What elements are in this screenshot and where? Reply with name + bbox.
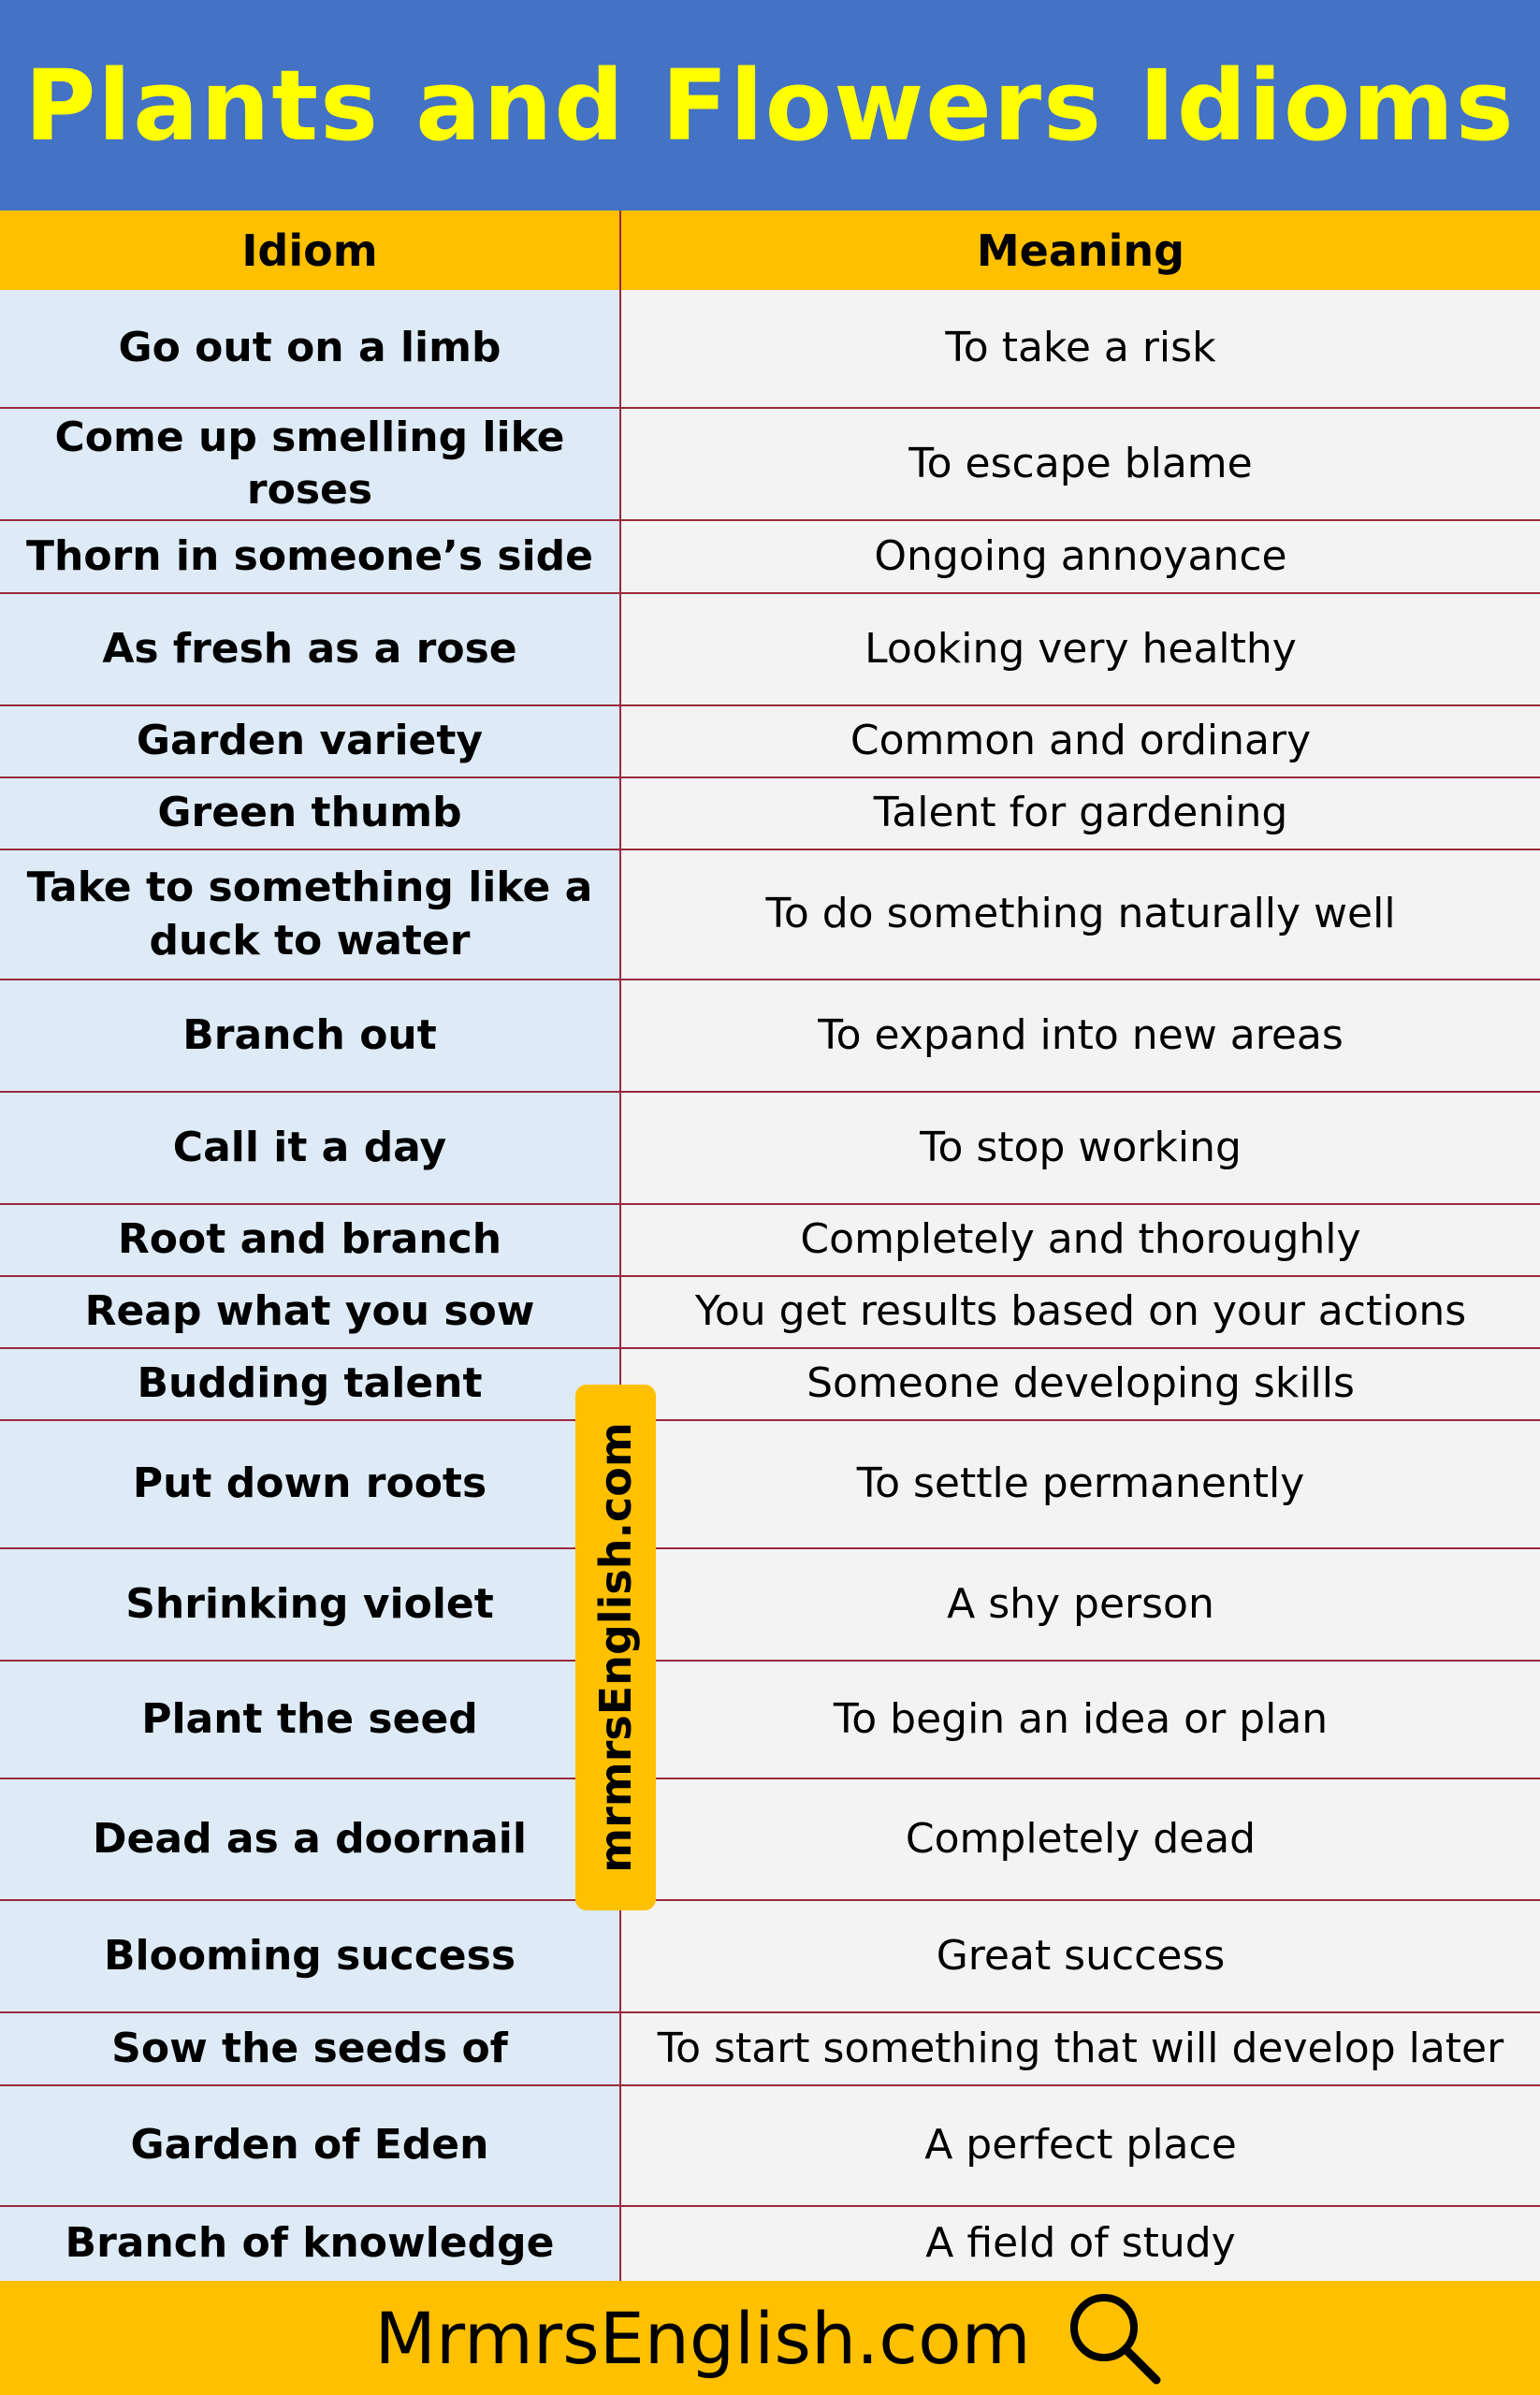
meaning-cell: To begin an idea or plan: [621, 1662, 1540, 1778]
idiom-cell: Budding talent: [0, 1349, 621, 1419]
idiom-cell: Sow the seeds of: [0, 2013, 621, 2084]
table-row: [0, 1205, 1540, 1277]
meaning-cell: To take a risk: [621, 290, 1540, 407]
page-title: Plants and Flowers Idioms: [24, 48, 1516, 163]
table-header: [0, 210, 1540, 290]
idiom-cell: Shrinking violet: [0, 1549, 621, 1660]
watermark-badge: [575, 1385, 656, 1910]
column-header-meaning: Meaning: [976, 225, 1185, 276]
meaning-cell: Talent for gardening: [621, 778, 1540, 849]
table-row: [0, 1662, 1540, 1779]
table-row: [0, 1277, 1540, 1349]
table-row: [0, 1421, 1540, 1549]
table-row: [0, 594, 1540, 706]
meaning-cell: Someone developing skills: [621, 1349, 1540, 1419]
table-row: [0, 778, 1540, 850]
table-row: [0, 290, 1540, 409]
idiom-cell: Take to something like a duck to water: [0, 850, 621, 979]
meaning-cell: Completely and thoroughly: [621, 1205, 1540, 1275]
meaning-cell: You get results based on your actions: [621, 1277, 1540, 1347]
meaning-cell: To stop working: [621, 1093, 1540, 1203]
table-row: [0, 1901, 1540, 2013]
meaning-cell: To escape blame: [621, 409, 1540, 519]
meaning-cell: Looking very healthy: [621, 594, 1540, 704]
idiom-cell: Call it a day: [0, 1093, 621, 1203]
idiom-cell: Garden variety: [0, 706, 621, 777]
idiom-table: [0, 290, 1540, 2281]
idiom-cell: Reap what you sow: [0, 1277, 621, 1347]
watermark-text: mrmrsEnglish.com: [590, 1422, 641, 1873]
idiom-cell: Green thumb: [0, 778, 621, 849]
meaning-cell: Ongoing annoyance: [621, 521, 1540, 592]
idiom-cell: Put down roots: [0, 1421, 621, 1547]
table-row: [0, 2086, 1540, 2207]
column-header-idiom: Idiom: [0, 210, 621, 290]
idiom-cell: Come up smelling like roses: [0, 409, 621, 519]
idiom-cell: Branch of knowledge: [0, 2207, 621, 2281]
idiom-cell: Branch out: [0, 980, 621, 1091]
table-row: [0, 1779, 1540, 1901]
idiom-cell: Root and branch: [0, 1205, 621, 1275]
table-row: [0, 1093, 1540, 1205]
meaning-cell: A field of study: [621, 2207, 1540, 2281]
idiom-cell: Dead as a doornail: [0, 1779, 621, 1899]
table-row: [0, 409, 1540, 521]
meaning-cell: To do something naturally well: [621, 850, 1540, 979]
meaning-cell: To start something that will develop later: [621, 2013, 1540, 2084]
meaning-cell: To expand into new areas: [621, 980, 1540, 1091]
footer-site-name: MrmrsEnglish.com: [374, 2296, 1031, 2380]
idiom-cell: Garden of Eden: [0, 2086, 621, 2205]
meaning-cell: Common and ordinary: [621, 706, 1540, 777]
meaning-cell: To settle permanently: [621, 1421, 1540, 1547]
table-row: [0, 521, 1540, 594]
footer-banner: [0, 2281, 1540, 2395]
table-row: [0, 706, 1540, 778]
idiom-cell: Plant the seed: [0, 1662, 621, 1778]
table-row: [0, 850, 1540, 980]
meaning-cell: A shy person: [621, 1549, 1540, 1660]
meaning-cell: Completely dead: [621, 1779, 1540, 1899]
table-row: [0, 2207, 1540, 2281]
idiom-cell: As fresh as a rose: [0, 594, 621, 704]
meaning-cell: Great success: [621, 1901, 1540, 2011]
table-row: [0, 980, 1540, 1093]
idiom-cell: Go out on a limb: [0, 290, 621, 407]
idiom-cell: Blooming success: [0, 1901, 621, 2011]
search-icon: [1063, 2286, 1166, 2389]
table-row: [0, 1349, 1540, 1421]
table-row: [0, 2013, 1540, 2086]
title-banner: [0, 0, 1540, 210]
meaning-cell: A perfect place: [621, 2086, 1540, 2205]
idiom-cell: Thorn in someone’s side: [0, 521, 621, 592]
table-row: [0, 1549, 1540, 1662]
